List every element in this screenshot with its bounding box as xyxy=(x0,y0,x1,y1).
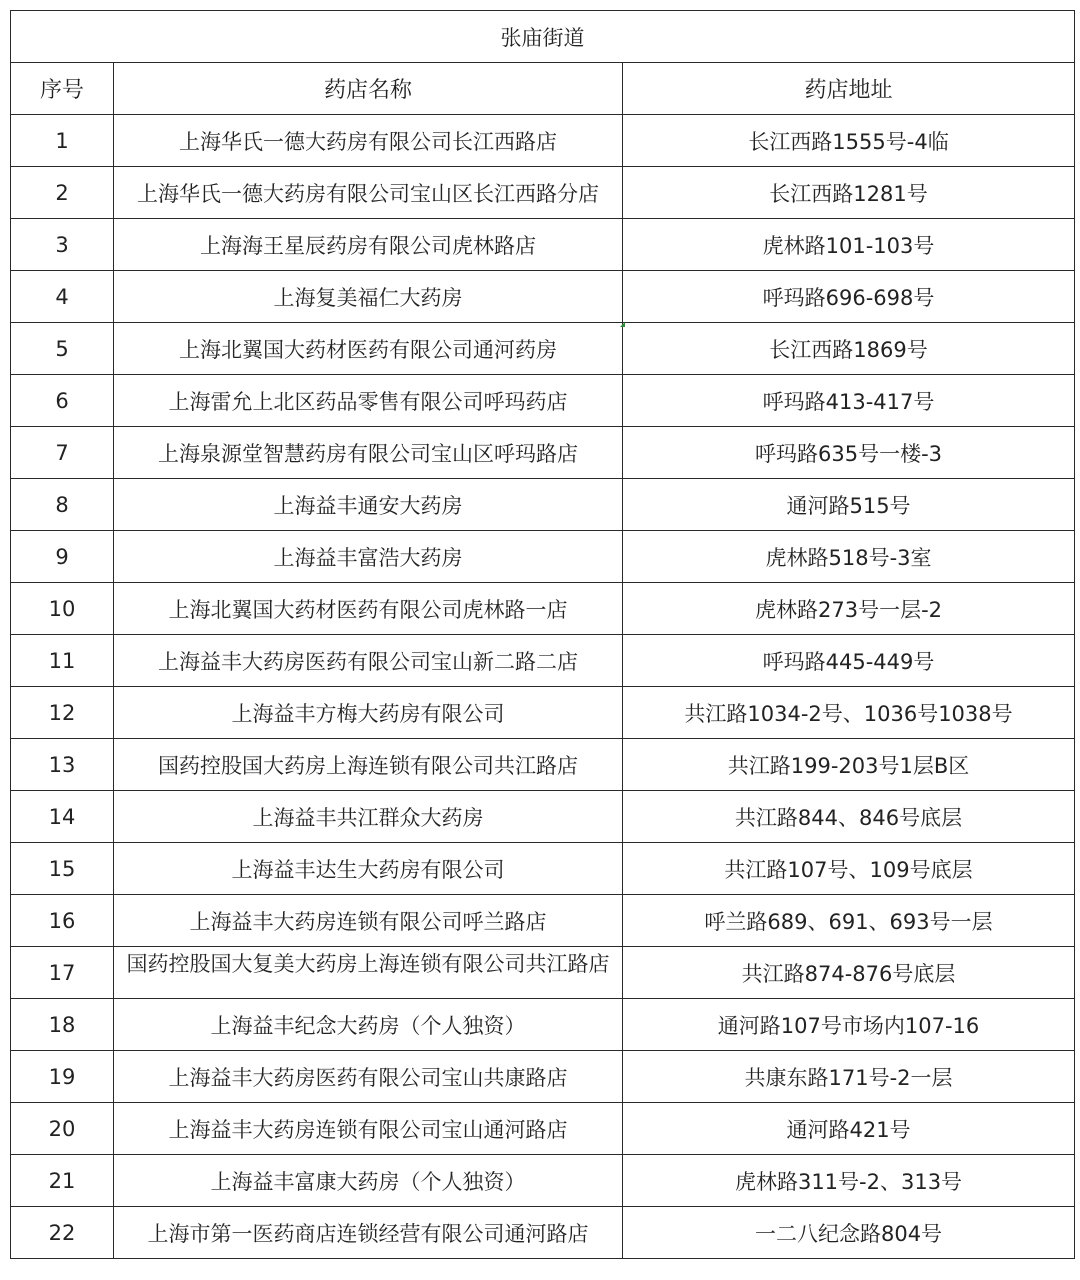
pharmacy-name: 上海益丰纪念大药房（个人独资） xyxy=(114,999,623,1051)
pharmacy-name: 上海益丰大药房医药有限公司宝山新二路二店 xyxy=(114,635,623,687)
row-index: 13 xyxy=(11,739,114,791)
row-index: 18 xyxy=(11,999,114,1051)
pharmacy-name: 上海益丰达生大药房有限公司 xyxy=(114,843,623,895)
pharmacy-name: 上海益丰大药房连锁有限公司宝山通河路店 xyxy=(114,1103,623,1155)
table-row xyxy=(11,687,1075,739)
table-row xyxy=(11,271,1075,323)
pharmacy-name: 上海益丰富浩大药房 xyxy=(114,531,623,583)
table-title-row xyxy=(11,11,1075,63)
row-index: 16 xyxy=(11,895,114,947)
pharmacy-address: 通河路421号 xyxy=(623,1103,1075,1155)
cell-indicator-icon xyxy=(620,322,625,327)
table-row xyxy=(11,1155,1075,1207)
pharmacy-address: 共江路1034-2号、1036号1038号 xyxy=(623,687,1075,739)
row-index: 19 xyxy=(11,1051,114,1103)
pharmacy-table xyxy=(10,10,1075,1259)
table-row xyxy=(11,583,1075,635)
pharmacy-address: 长江西路1281号 xyxy=(623,167,1075,219)
table-row xyxy=(11,635,1075,687)
pharmacy-address: 呼玛路445-449号 xyxy=(623,635,1075,687)
header-name: 药店名称 xyxy=(114,63,623,115)
row-index: 1 xyxy=(11,115,114,167)
pharmacy-address: 共江路107号、109号底层 xyxy=(623,843,1075,895)
header-row xyxy=(11,63,1075,115)
row-index: 14 xyxy=(11,791,114,843)
row-index: 7 xyxy=(11,427,114,479)
header-index: 序号 xyxy=(11,63,114,115)
pharmacy-address: 共江路874-876号底层 xyxy=(623,947,1075,999)
pharmacy-name: 上海复美福仁大药房 xyxy=(114,271,623,323)
table-row xyxy=(11,167,1075,219)
pharmacy-name: 上海北翼国大药材医药有限公司通河药房 xyxy=(114,323,623,375)
table-row xyxy=(11,531,1075,583)
pharmacy-address: 一二八纪念路804号 xyxy=(623,1207,1075,1259)
table-row xyxy=(11,323,1075,375)
pharmacy-name: 上海益丰大药房连锁有限公司呼兰路店 xyxy=(114,895,623,947)
table-row xyxy=(11,427,1075,479)
pharmacy-address: 呼玛路696-698号 xyxy=(623,271,1075,323)
table-row xyxy=(11,1051,1075,1103)
table-row xyxy=(11,479,1075,531)
table-row xyxy=(11,947,1075,999)
pharmacy-address: 共江路199-203号1层B区 xyxy=(623,739,1075,791)
pharmacy-name: 国药控股国大药房上海连锁有限公司共江路店 xyxy=(114,739,623,791)
pharmacy-name: 上海华氏一德大药房有限公司宝山区长江西路分店 xyxy=(114,167,623,219)
pharmacy-name: 上海华氏一德大药房有限公司长江西路店 xyxy=(114,115,623,167)
pharmacy-name: 上海益丰大药房医药有限公司宝山共康路店 xyxy=(114,1051,623,1103)
pharmacy-address: 呼兰路689、691、693号一层 xyxy=(623,895,1075,947)
row-index: 9 xyxy=(11,531,114,583)
table-row xyxy=(11,843,1075,895)
row-index: 15 xyxy=(11,843,114,895)
pharmacy-address: 共江路844、846号底层 xyxy=(623,791,1075,843)
row-index: 4 xyxy=(11,271,114,323)
row-index: 22 xyxy=(11,1207,114,1259)
pharmacy-address: 呼玛路635号一楼-3 xyxy=(623,427,1075,479)
pharmacy-name: 上海海王星辰药房有限公司虎林路店 xyxy=(114,219,623,271)
pharmacy-address: 虎林路101-103号 xyxy=(623,219,1075,271)
pharmacy-address: 呼玛路413-417号 xyxy=(623,375,1075,427)
table-row xyxy=(11,739,1075,791)
pharmacy-name: 上海泉源堂智慧药房有限公司宝山区呼玛路店 xyxy=(114,427,623,479)
row-index: 11 xyxy=(11,635,114,687)
row-index: 21 xyxy=(11,1155,114,1207)
pharmacy-name: 上海益丰通安大药房 xyxy=(114,479,623,531)
table-row xyxy=(11,115,1075,167)
pharmacy-name: 上海益丰富康大药房（个人独资） xyxy=(114,1155,623,1207)
row-index: 10 xyxy=(11,583,114,635)
pharmacy-name: 上海雷允上北区药品零售有限公司呼玛药店 xyxy=(114,375,623,427)
pharmacy-address: 长江西路1555号-4临 xyxy=(623,115,1075,167)
row-index: 20 xyxy=(11,1103,114,1155)
pharmacy-name-text: 国药控股国大复美大药房上海连锁有限公司共江路店 xyxy=(126,951,610,976)
pharmacy-name: 上海益丰方梅大药房有限公司 xyxy=(114,687,623,739)
pharmacy-name: 上海北翼国大药材医药有限公司虎林路一店 xyxy=(114,583,623,635)
table-row xyxy=(11,999,1075,1051)
row-index: 3 xyxy=(11,219,114,271)
row-index: 2 xyxy=(11,167,114,219)
pharmacy-name: 上海益丰共江群众大药房 xyxy=(114,791,623,843)
table-row xyxy=(11,1103,1075,1155)
pharmacy-address: 长江西路1869号 xyxy=(623,323,1075,375)
table-row xyxy=(11,1207,1075,1259)
pharmacy-name: 上海市第一医药商店连锁经营有限公司通河路店 xyxy=(114,1207,623,1259)
header-address: 药店地址 xyxy=(623,63,1075,115)
pharmacy-name xyxy=(114,947,623,999)
pharmacy-address: 虎林路273号一层-2 xyxy=(623,583,1075,635)
table-row xyxy=(11,895,1075,947)
table-row xyxy=(11,791,1075,843)
pharmacy-address: 虎林路311号-2、313号 xyxy=(623,1155,1075,1207)
pharmacy-address: 共康东路171号-2一层 xyxy=(623,1051,1075,1103)
table-title: 张庙街道 xyxy=(11,11,1075,63)
row-index: 8 xyxy=(11,479,114,531)
pharmacy-address: 通河路515号 xyxy=(623,479,1075,531)
row-index: 17 xyxy=(11,947,114,999)
table-row xyxy=(11,375,1075,427)
row-index: 6 xyxy=(11,375,114,427)
table-body xyxy=(11,115,1075,1259)
table-row xyxy=(11,219,1075,271)
row-index: 5 xyxy=(11,323,114,375)
pharmacy-address: 通河路107号市场内107-16 xyxy=(623,999,1075,1051)
row-index: 12 xyxy=(11,687,114,739)
pharmacy-address: 虎林路518号-3室 xyxy=(623,531,1075,583)
